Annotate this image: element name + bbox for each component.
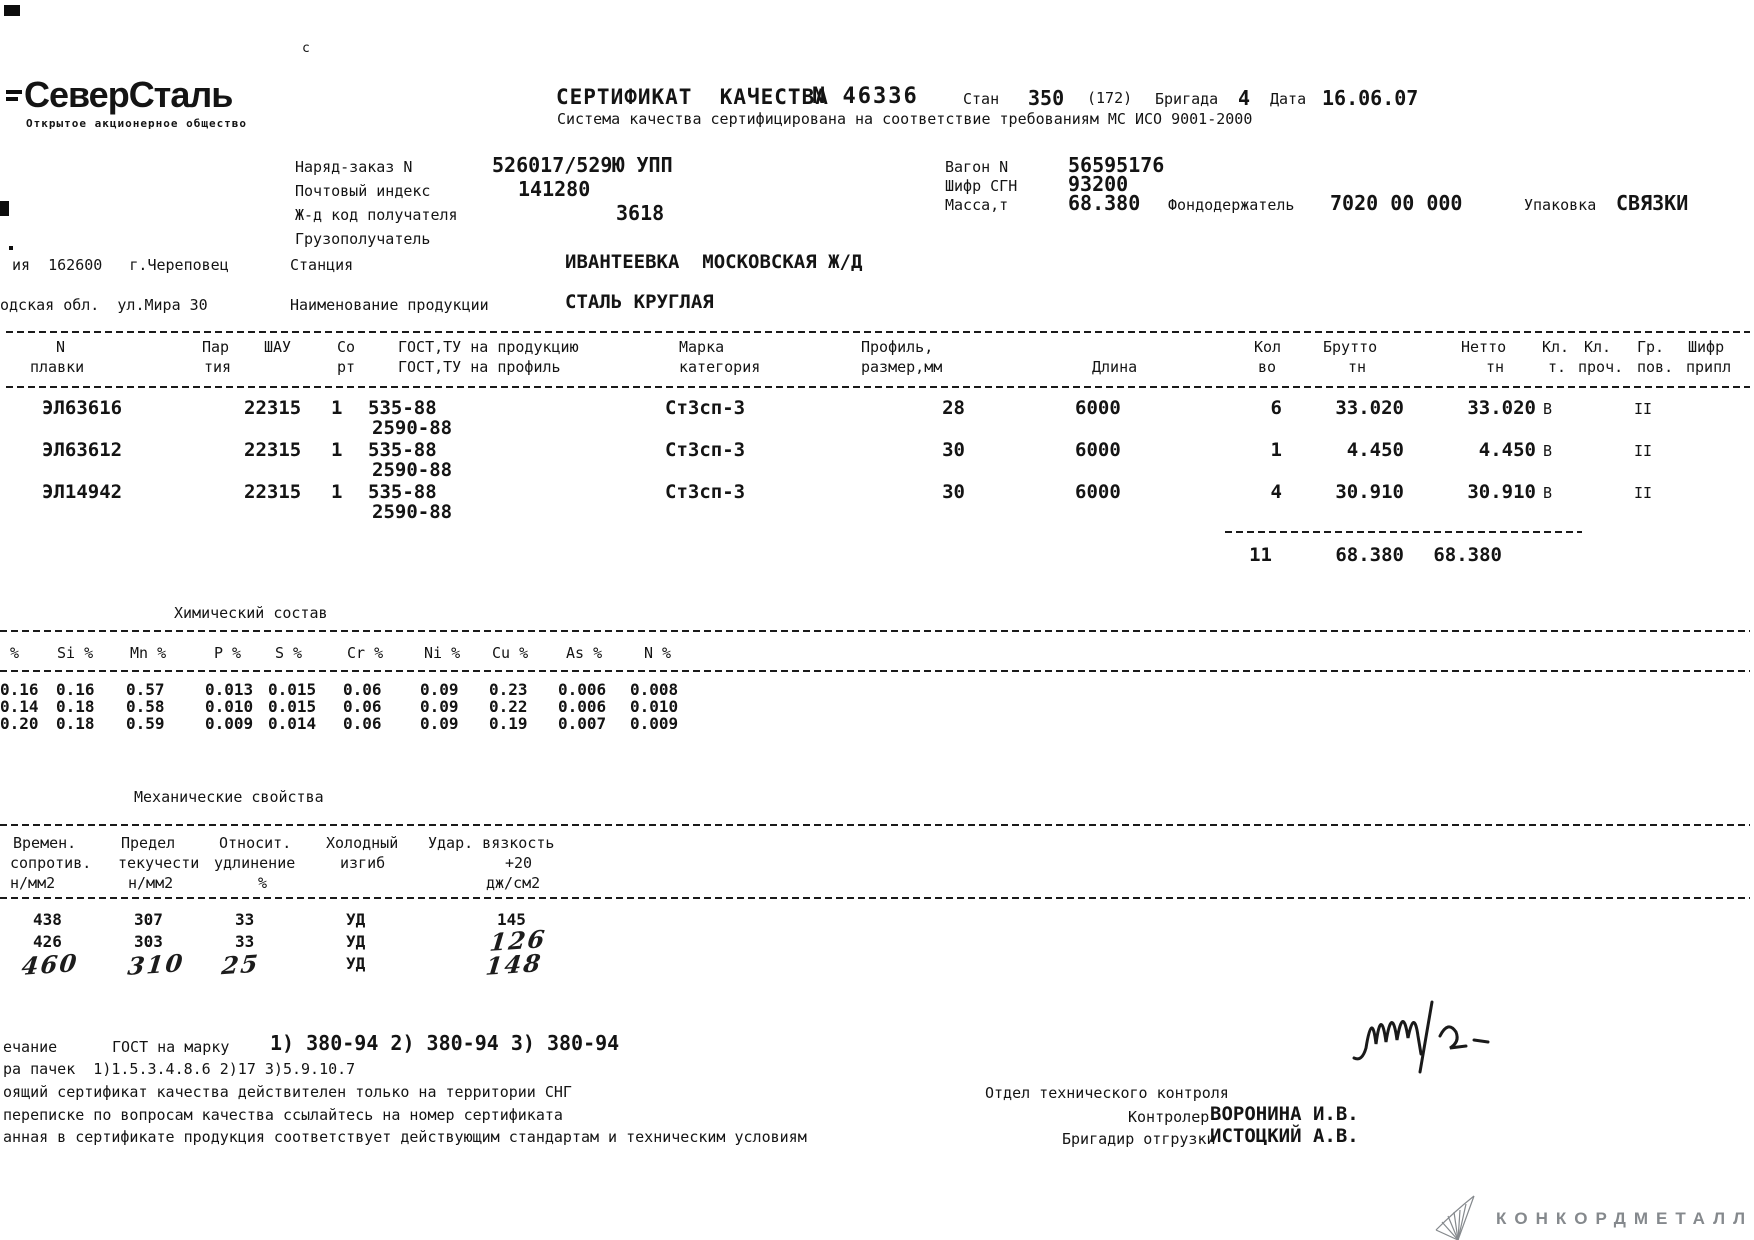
mech-col-elong-3: %: [258, 874, 268, 892]
certificate-title: СЕРТИФИКАТ КАЧЕСТВА: [556, 85, 829, 109]
table-row-party: 22315: [244, 439, 302, 461]
chem-value: 0.009: [630, 714, 679, 733]
chem-value: 0.06: [343, 714, 382, 733]
col-gross: Брутто: [1323, 338, 1378, 356]
mech-col-impact-2: +20: [505, 854, 533, 872]
table-row-group: II: [1634, 484, 1653, 502]
col-group: Гр.: [1637, 338, 1665, 356]
col-net-2: тн: [1486, 358, 1505, 376]
col-class-pr-2: проч.: [1578, 358, 1624, 376]
table-row-profile: 30: [942, 481, 965, 503]
table-rule-header: [6, 386, 1750, 388]
table-row-profile: 30: [942, 439, 965, 461]
scan-artifact-left-edge: [0, 201, 9, 216]
chem-value: 0.06: [343, 697, 382, 716]
mech-col-yield: Предел: [121, 834, 176, 852]
chem-value: 0.06: [343, 680, 382, 699]
chem-value: 0.20: [0, 714, 39, 733]
table-row-net: 33.020: [1467, 397, 1536, 419]
mechanical-title: Механические свойства: [134, 788, 324, 806]
table-row-length: 6000: [1075, 481, 1121, 503]
date-label: Дата: [1270, 90, 1307, 108]
mech-value-impact-handwritten: 126: [488, 924, 548, 957]
chem-col-cu: Cu %: [492, 644, 529, 662]
table-row-gross: 33.020: [1335, 397, 1404, 419]
chem-value: 0.14: [0, 697, 39, 716]
chemistry-rule-header: [0, 670, 1750, 672]
mech-col-tensile-2: сопротив.: [10, 854, 92, 872]
scan-artifact-c: c: [302, 41, 310, 56]
chem-col-mn: Mn %: [130, 644, 167, 662]
severstal-logo-icon: [6, 90, 22, 94]
chem-col-si: Si %: [57, 644, 94, 662]
mech-col-impact: Удар. вязкость: [428, 834, 555, 852]
table-row-sort: 1: [331, 481, 343, 503]
col-mark-2: категория: [679, 358, 761, 376]
totals-gross: 68.380: [1335, 544, 1404, 566]
mech-value-bend: УД: [346, 932, 366, 951]
chem-value: 0.008: [630, 680, 679, 699]
company-name: СеверСталь: [24, 74, 233, 115]
postcode-label: Почтовый индекс: [295, 182, 431, 200]
station-label: Станция: [290, 256, 354, 274]
stan-note: (172): [1087, 89, 1133, 107]
quality-system-line: Система качества сертифицирована на соответствие требованиям МС ИСО 9001-2000: [557, 110, 1253, 128]
table-row-group: II: [1634, 442, 1653, 460]
col-gross-2: тн: [1348, 358, 1367, 376]
mech-col-elong-2: удлинение: [214, 854, 296, 872]
chem-value: 0.09: [420, 697, 459, 716]
stan-value: 350: [1028, 86, 1065, 110]
table-row-net: 4.450: [1478, 439, 1536, 461]
mech-value-yield-handwritten: 310: [126, 948, 186, 981]
mech-col-yield-2: текучести: [118, 854, 200, 872]
correspondence-line: переписке по вопросам качества ссылайтесь на номер сертификата: [3, 1106, 563, 1124]
stan-label: Стан: [963, 90, 1000, 108]
order-number-label: Наряд-заказ N: [295, 158, 413, 176]
table-row-group: II: [1634, 400, 1653, 418]
table-row-sort: 1: [331, 397, 343, 419]
table-row-profile: 28: [942, 397, 965, 419]
col-party-2: тия: [204, 358, 232, 376]
chem-value: 0.57: [126, 680, 165, 699]
scan-artifact-dot: [9, 246, 13, 250]
col-qty-2: во: [1258, 358, 1277, 376]
controller-label: Контролер: [1128, 1108, 1210, 1126]
mass-value: 68.380: [1068, 191, 1141, 215]
sgn-value: 93200: [1068, 172, 1129, 196]
table-row-class: В: [1543, 484, 1553, 502]
mass-label: Масса,т: [945, 196, 1009, 214]
col-class-t-2: т.: [1548, 358, 1567, 376]
table-row-gross: 4.450: [1346, 439, 1404, 461]
chem-value: 0.010: [205, 697, 254, 716]
totals-rule: [1225, 531, 1582, 533]
chem-col-n: N %: [644, 644, 672, 662]
chem-value: 0.009: [205, 714, 254, 733]
mech-col-bend-2: изгиб: [340, 854, 386, 872]
table-row-length: 6000: [1075, 439, 1121, 461]
table-row-gost-a: 535-88: [368, 397, 437, 419]
chem-col-c: %: [10, 644, 20, 662]
concord-logo-icon: [1430, 1194, 1488, 1240]
sgn-label: Шифр СГН: [945, 177, 1018, 195]
order-number-value: 526017/529Ю УПП: [492, 153, 673, 177]
table-row-party: 22315: [244, 481, 302, 503]
table-row-mark: Ст3сп-3: [665, 397, 746, 419]
fund-holder-value: 7020 00 000: [1330, 191, 1463, 215]
packing-label: Упаковка: [1524, 196, 1597, 214]
chem-col-ni: Ni %: [424, 644, 461, 662]
col-gost-product: ГОСТ,ТУ на продукцию: [398, 338, 579, 356]
mech-value-tensile: 438: [33, 910, 62, 929]
foreman-label: Бригадир отгрузки: [1062, 1130, 1216, 1148]
table-row-party: 22315: [244, 397, 302, 419]
chemistry-title: Химический состав: [174, 604, 328, 622]
table-row-qty: 4: [1270, 481, 1282, 503]
validity-line: оящий сертификат качества действителен только на территории СНГ: [3, 1083, 572, 1101]
col-code: Шифр: [1688, 338, 1725, 356]
mech-value-bend: УД: [346, 954, 366, 973]
chem-value: 0.006: [558, 680, 607, 699]
col-net: Нетто: [1461, 338, 1507, 356]
mech-value-tensile-handwritten: 460: [20, 948, 80, 981]
col-code-2: припл: [1686, 358, 1732, 376]
table-row-sort: 1: [331, 439, 343, 461]
chemistry-rule-top: [0, 630, 1750, 632]
mech-value-yield: 307: [134, 910, 163, 929]
rail-code-value: 3618: [616, 201, 665, 225]
fund-holder-label: Фондодержатель: [1168, 196, 1295, 214]
col-class-pr: Кл.: [1584, 338, 1612, 356]
mech-col-yield-3: н/мм2: [128, 874, 174, 892]
col-length: Длина: [1092, 358, 1138, 376]
chem-col-cr: Cr %: [347, 644, 384, 662]
col-sort: Со: [337, 338, 356, 356]
col-sort-2: рт: [337, 358, 356, 376]
chem-value: 0.16: [0, 680, 39, 699]
col-group-2: пов.: [1637, 358, 1674, 376]
mechanical-rule-header: [0, 897, 1750, 899]
table-row-gross: 30.910: [1335, 481, 1404, 503]
mech-col-elong: Относит.: [219, 834, 292, 852]
rail-code-label: Ж-д код получателя: [295, 206, 458, 224]
mech-col-tensile-3: н/мм2: [10, 874, 56, 892]
col-heat: N: [56, 338, 66, 356]
totals-qty: 11: [1249, 544, 1272, 566]
gost-mark-label: ГОСТ на марку: [112, 1038, 230, 1056]
gost-mark-value: 1) 380-94 2) 380-94 3) 380-94: [270, 1031, 620, 1055]
signature-scribble-icon: [1348, 992, 1498, 1084]
table-row-gost-b: 2590-88: [372, 501, 453, 523]
table-row-heat: ЭЛ63612: [42, 439, 123, 461]
brigade-value: 4: [1238, 86, 1251, 110]
qc-department-label: Отдел технического контроля: [985, 1084, 1229, 1102]
mech-col-impact-3: дж/см2: [486, 874, 541, 892]
consignee-label: Грузополучатель: [295, 230, 431, 248]
chem-value: 0.007: [558, 714, 607, 733]
chem-value: 0.18: [56, 697, 95, 716]
chem-value: 0.015: [268, 680, 317, 699]
date-value: 16.06.07: [1322, 86, 1419, 110]
table-row-heat: ЭЛ63616: [42, 397, 123, 419]
chem-value: 0.015: [268, 697, 317, 716]
chem-value: 0.18: [56, 714, 95, 733]
chem-value: 0.013: [205, 680, 254, 699]
chem-value: 0.09: [420, 714, 459, 733]
company-subtitle: Открытое акционерное общество: [26, 117, 248, 130]
chem-value: 0.23: [489, 680, 528, 699]
scan-artifact-corner: [4, 5, 20, 16]
mech-value-tensile: 426: [33, 932, 62, 951]
wagon-label: Вагон N: [945, 158, 1009, 176]
packing-value: СВЯЗКИ: [1616, 191, 1689, 215]
table-row-class: В: [1543, 442, 1553, 460]
mech-col-tensile: Времен.: [13, 834, 77, 852]
certificate-number: N 46336: [812, 84, 919, 109]
col-class-t: Кл.: [1542, 338, 1570, 356]
note-label: ечание: [3, 1038, 58, 1056]
foreman-name: ИСТОЦКИЙ А.В.: [1210, 1125, 1359, 1147]
mech-col-bend: Холодный: [326, 834, 399, 852]
table-row-gost-b: 2590-88: [372, 417, 453, 439]
table-row-gost-b: 2590-88: [372, 459, 453, 481]
table-row-qty: 1: [1270, 439, 1282, 461]
severstal-logo-icon-bar2: [6, 97, 18, 101]
packs-line: ра пачек 1)1.5.3.4.8.6 2)17 3)5.9.10.7: [3, 1060, 356, 1078]
mech-value-bend: УД: [346, 910, 366, 929]
table-row-length: 6000: [1075, 397, 1121, 419]
col-profile: Профиль,: [861, 338, 934, 356]
chem-value: 0.16: [56, 680, 95, 699]
col-heat-2: плавки: [30, 358, 85, 376]
col-gost-profile: ГОСТ,ТУ на профиль: [398, 358, 561, 376]
mech-value-elong-handwritten: 25: [220, 948, 262, 981]
col-party: Пар: [202, 338, 230, 356]
mech-value-elong: 33: [235, 932, 255, 951]
col-qty: Кол: [1254, 338, 1282, 356]
table-row-mark: Ст3сп-3: [665, 439, 746, 461]
totals-net: 68.380: [1433, 544, 1502, 566]
product-name-label: Наименование продукции: [290, 296, 489, 314]
controller-name: ВОРОНИНА И.В.: [1210, 1103, 1359, 1125]
table-rule-top: [6, 331, 1750, 333]
sender-address-line1: ия 162600 г.Череповец: [12, 256, 229, 274]
mech-value-impact-handwritten: 148: [484, 948, 544, 981]
table-row-gost-a: 535-88: [368, 481, 437, 503]
mech-value-impact: 145: [497, 910, 526, 929]
chem-value: 0.19: [489, 714, 528, 733]
watermark-text: КОНКОРДМЕТАЛЛ: [1496, 1209, 1754, 1228]
col-shau: ШАУ: [264, 338, 292, 356]
wagon-value: 56595176: [1068, 153, 1165, 177]
station-value: ИВАНТЕЕВКА МОСКОВСКАЯ Ж/Д: [565, 251, 863, 273]
mechanical-rule-top: [0, 824, 1750, 826]
chem-value: 0.22: [489, 697, 528, 716]
table-row-qty: 6: [1270, 397, 1282, 419]
chem-value: 0.014: [268, 714, 317, 733]
mech-value-elong: 33: [235, 910, 255, 929]
sender-address-line2: одская обл. ул.Мира 30: [0, 296, 208, 314]
chem-value: 0.09: [420, 680, 459, 699]
table-row-gost-a: 535-88: [368, 439, 437, 461]
chem-value: 0.006: [558, 697, 607, 716]
col-mark: Марка: [679, 338, 725, 356]
chem-value: 0.58: [126, 697, 165, 716]
chem-col-p: P %: [214, 644, 242, 662]
table-row-class: В: [1543, 400, 1553, 418]
mech-value-yield: 303: [134, 932, 163, 951]
chem-col-as: As %: [566, 644, 603, 662]
chem-col-s: S %: [275, 644, 303, 662]
col-profile-2: размер,мм: [861, 358, 943, 376]
table-row-net: 30.910: [1467, 481, 1536, 503]
chem-value: 0.59: [126, 714, 165, 733]
chem-value: 0.010: [630, 697, 679, 716]
table-row-mark: Ст3сп-3: [665, 481, 746, 503]
brigade-label: Бригада: [1155, 90, 1219, 108]
table-row-heat: ЭЛ14942: [42, 481, 123, 503]
conformity-line: анная в сертификате продукция соответствует действующим стандартам и техническим условиям: [3, 1128, 807, 1146]
product-name-value: СТАЛЬ КРУГЛАЯ: [565, 291, 714, 313]
postcode-value: 141280: [518, 177, 591, 201]
